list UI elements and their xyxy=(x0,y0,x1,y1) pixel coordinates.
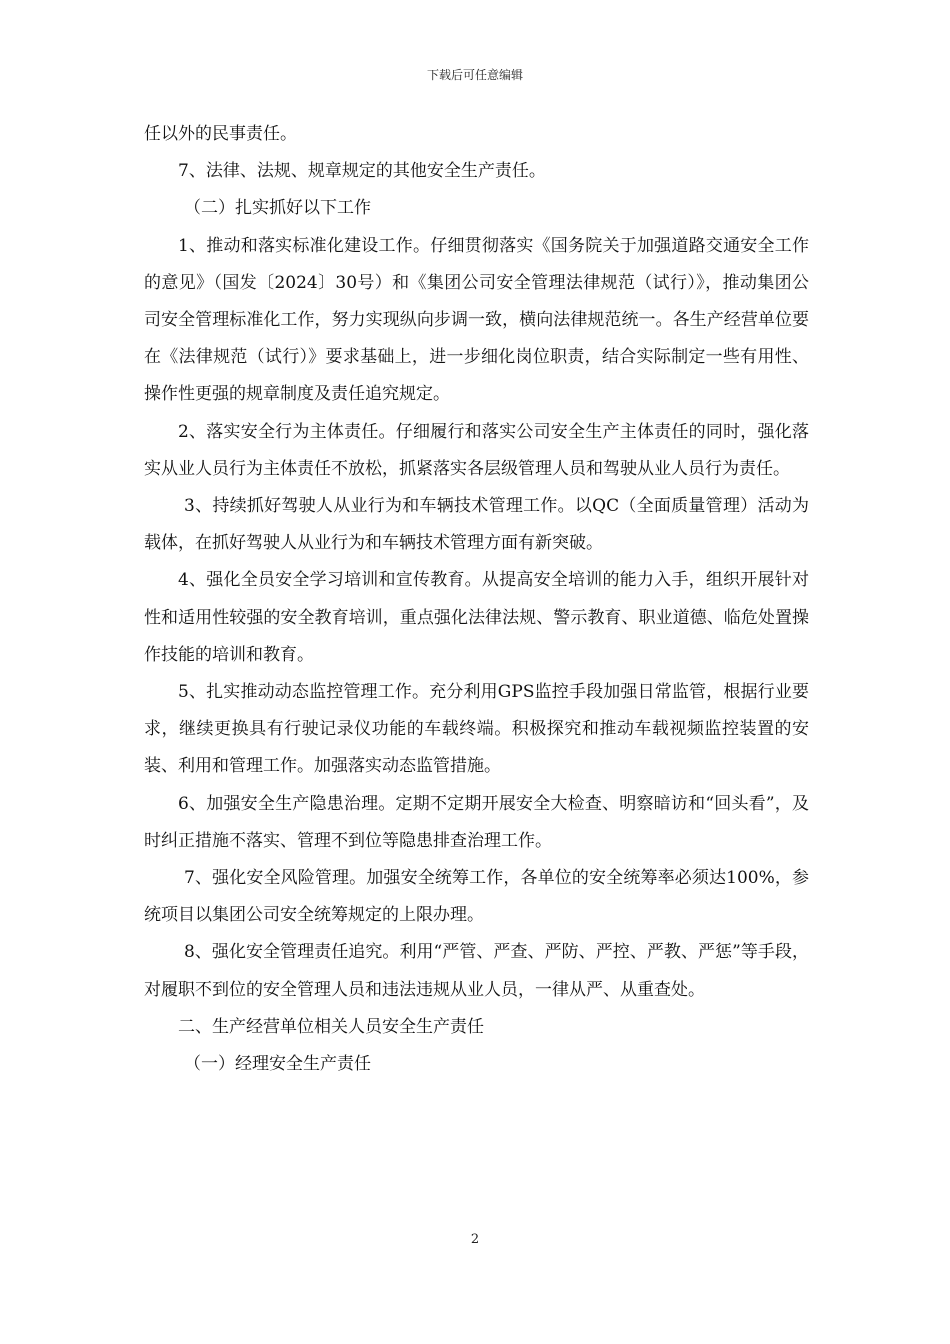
section-heading: 二、生产经营单位相关人员安全生产责任 xyxy=(178,1016,484,1037)
paragraph: 6、加强安全生产隐患治理。定期不定期开展安全大检查、明察暗访和“回头看”，及时纠正措施不落实、管理不到位等隐患排查治理工作。 xyxy=(144,793,809,851)
document-body xyxy=(144,116,809,1083)
paragraph: 8、强化安全管理责任追究。利用“严管、严查、严防、严控、严教、严惩”等手段，对履职不到位的安全管理人员和违法违规从业人员，一律从严、从重查处。 xyxy=(144,942,809,1000)
paragraph: 1、推动和落实标准化建设工作。仔细贯彻落实《国务院关于加强道路交通安全工作的意见》（国发〔2024〕30号）和《集团公司安全管理法律规范（试行）》，推动集团公司安全管理标准化工作，努力实现纵向步调一致，横向法律规范统一。各生产经营单位要在《法律规范（试行）》要求基础上，进一步细化岗位职责，结合实际制定一些有用性、操作性更强的规章制度及责任追究规定。 xyxy=(144,235,809,405)
paragraph: 5、扎实推动动态监控管理工作。充分利用GPS监控手段加强日常监管，根据行业要求，继续更换具有行驶记录仪功能的车载终端。积极探究和推动车载视频监控装置的安装、利用和管理工作。加强落实动态监管措施。 xyxy=(144,682,809,777)
paragraph: 2、落实安全行为主体责任。仔细履行和落实公司安全生产主体责任的同时，强化落实从业人员行为主体责任不放松，抓紧落实各层级管理人员和驾驶从业人员行为责任。 xyxy=(144,421,809,479)
paragraph: 4、强化全员安全学习培训和宣传教育。从提高安全培训的能力入手，组织开展针对性和适用性较强的安全教育培训，重点强化法律法规、警示教育、职业道德、临危处置操作技能的培训和教育。 xyxy=(144,570,809,665)
paragraph: 7、强化安全风险管理。加强安全统筹工作，各单位的安全统筹率必须达100%，参统项目以集团公司安全统筹规定的上限办理。 xyxy=(144,868,809,926)
page-header: 下载后可任意编辑 xyxy=(426,68,523,82)
paragraph: 任以外的民事责任。 xyxy=(144,124,297,144)
section-heading: （二）扎实抓好以下工作 xyxy=(184,198,371,219)
section-heading: （一）经理安全生产责任 xyxy=(184,1054,371,1075)
page-number: 2 xyxy=(470,1232,480,1247)
paragraph: 3、持续抓好驾驶人从业行为和车辆技术管理工作。以QC（全面质量管理）活动为载体，在抓好驾驶人从业行为和车辆技术管理方面有新突破。 xyxy=(144,496,809,554)
paragraph: 7、法律、法规、规章规定的其他安全生产责任。 xyxy=(178,161,546,182)
